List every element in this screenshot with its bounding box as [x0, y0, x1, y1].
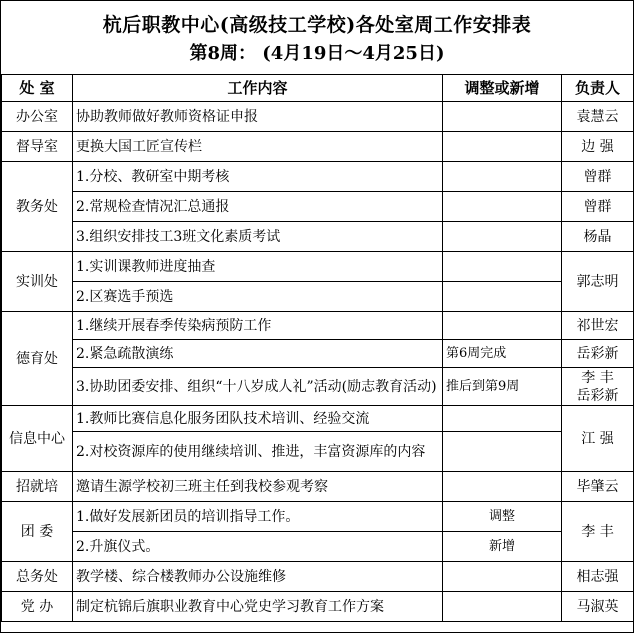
adjust-cell [443, 312, 562, 340]
table-row [2, 472, 634, 502]
work-cell: 制定杭锦后旗职业教育中心党史学习教育工作方案 [73, 592, 443, 622]
table-row [2, 368, 634, 406]
dept-league: 团 委 [2, 502, 73, 562]
work-cell: 1.做好发展新团员的培训指导工作。 [73, 502, 443, 532]
resp-cell: 杨晶 [562, 222, 634, 252]
resp-cell: 曾群 [562, 192, 634, 222]
resp-cell: 边 强 [562, 132, 634, 162]
table-row [2, 432, 634, 472]
resp-cell: 江 强 [562, 406, 634, 472]
work-cell: 3.组织安排技工3班文化素质考试 [73, 222, 443, 252]
table-row [2, 162, 634, 192]
table-row [2, 532, 634, 562]
work-cell: 协助教师做好教师资格证申报 [73, 102, 443, 132]
adjust-cell [443, 432, 562, 472]
header-work: 工作内容 [73, 75, 443, 102]
table-row [2, 252, 634, 282]
resp-cell: 马淑英 [562, 592, 634, 622]
work-cell: 1.继续开展春季传染病预防工作 [73, 312, 443, 340]
dept-info: 信息中心 [2, 406, 73, 472]
adjust-cell [443, 222, 562, 252]
schedule-table [1, 74, 634, 622]
resp-cell: 李 丰 [562, 502, 634, 562]
dept-general: 总务处 [2, 562, 73, 592]
dept-recruit: 招就培 [2, 472, 73, 502]
resp-cell: 相志强 [562, 562, 634, 592]
resp-cell: 郭志明 [562, 252, 634, 312]
header-resp: 负责人 [562, 75, 634, 102]
adjust-cell [443, 102, 562, 132]
dept-office: 办公室 [2, 102, 73, 132]
table-row [2, 312, 634, 340]
table-row [2, 340, 634, 368]
adjust-cell [443, 132, 562, 162]
resp-cell: 毕肇云 [562, 472, 634, 502]
dept-training: 实训处 [2, 252, 73, 312]
table-row [2, 282, 634, 312]
adjust-cell: 调整 [443, 502, 562, 532]
header-row [2, 75, 634, 102]
resp-cell: 曾群 [562, 162, 634, 192]
resp-cell: 袁慧云 [562, 102, 634, 132]
dept-moral: 德育处 [2, 312, 73, 406]
adjust-cell: 新增 [443, 532, 562, 562]
resp-cell [562, 368, 634, 406]
work-cell: 教学楼、综合楼教师办公设施维修 [73, 562, 443, 592]
table-row [2, 406, 634, 432]
header-adjust: 调整或新增 [443, 75, 562, 102]
work-cell: 2.紧急疏散演练 [73, 340, 443, 368]
dept-academic: 教务处 [2, 162, 73, 252]
resp-cell: 岳彩新 [562, 340, 634, 368]
adjust-cell [443, 192, 562, 222]
work-cell: 更换大国工匠宣传栏 [73, 132, 443, 162]
table-row [2, 132, 634, 162]
table-row [2, 102, 634, 132]
dept-party: 党 办 [2, 592, 73, 622]
header-dept: 处 室 [2, 75, 73, 102]
work-cell: 1.教师比赛信息化服务团队技术培训、经验交流 [73, 406, 443, 432]
page-title: 杭后职教中心(高级技工学校)各处室周工作安排表 [102, 14, 532, 36]
table-row [2, 192, 634, 222]
adjust-cell: 推后到第9周 [443, 368, 562, 406]
dept-inspect: 督导室 [2, 132, 73, 162]
work-cell: 2.常规检查情况汇总通报 [73, 192, 443, 222]
resp-name: 李 丰 [581, 369, 614, 386]
title-block [1, 1, 633, 74]
resp-cell: 祁世宏 [562, 312, 634, 340]
adjust-cell [443, 406, 562, 432]
adjust-cell [443, 282, 562, 312]
work-cell: 邀请生源学校初三班主任到我校参观考察 [73, 472, 443, 502]
adjust-cell [443, 472, 562, 502]
work-cell: 2.对校资源库的使用继续培训、推进，丰富资源库的内容 [73, 432, 443, 472]
week-subtitle: 第8周： (4月19日～4月25日) [189, 43, 445, 64]
work-cell: 3.协助团委安排、组织“十八岁成人礼”活动(励志教育活动) [73, 368, 443, 406]
work-cell: 2.区赛选手预选 [73, 282, 443, 312]
adjust-cell [443, 162, 562, 192]
adjust-cell [443, 562, 562, 592]
table-row [2, 222, 634, 252]
adjust-cell: 第6周完成 [443, 340, 562, 368]
work-cell: 1.分校、教研室中期考核 [73, 162, 443, 192]
adjust-cell [443, 252, 562, 282]
table-row [2, 502, 634, 532]
table-row [2, 562, 634, 592]
adjust-cell [443, 592, 562, 622]
work-cell: 1.实训课教师进度抽查 [73, 252, 443, 282]
resp-name: 岳彩新 [576, 387, 619, 404]
work-cell: 2.升旗仪式。 [73, 532, 443, 562]
table-row [2, 592, 634, 622]
